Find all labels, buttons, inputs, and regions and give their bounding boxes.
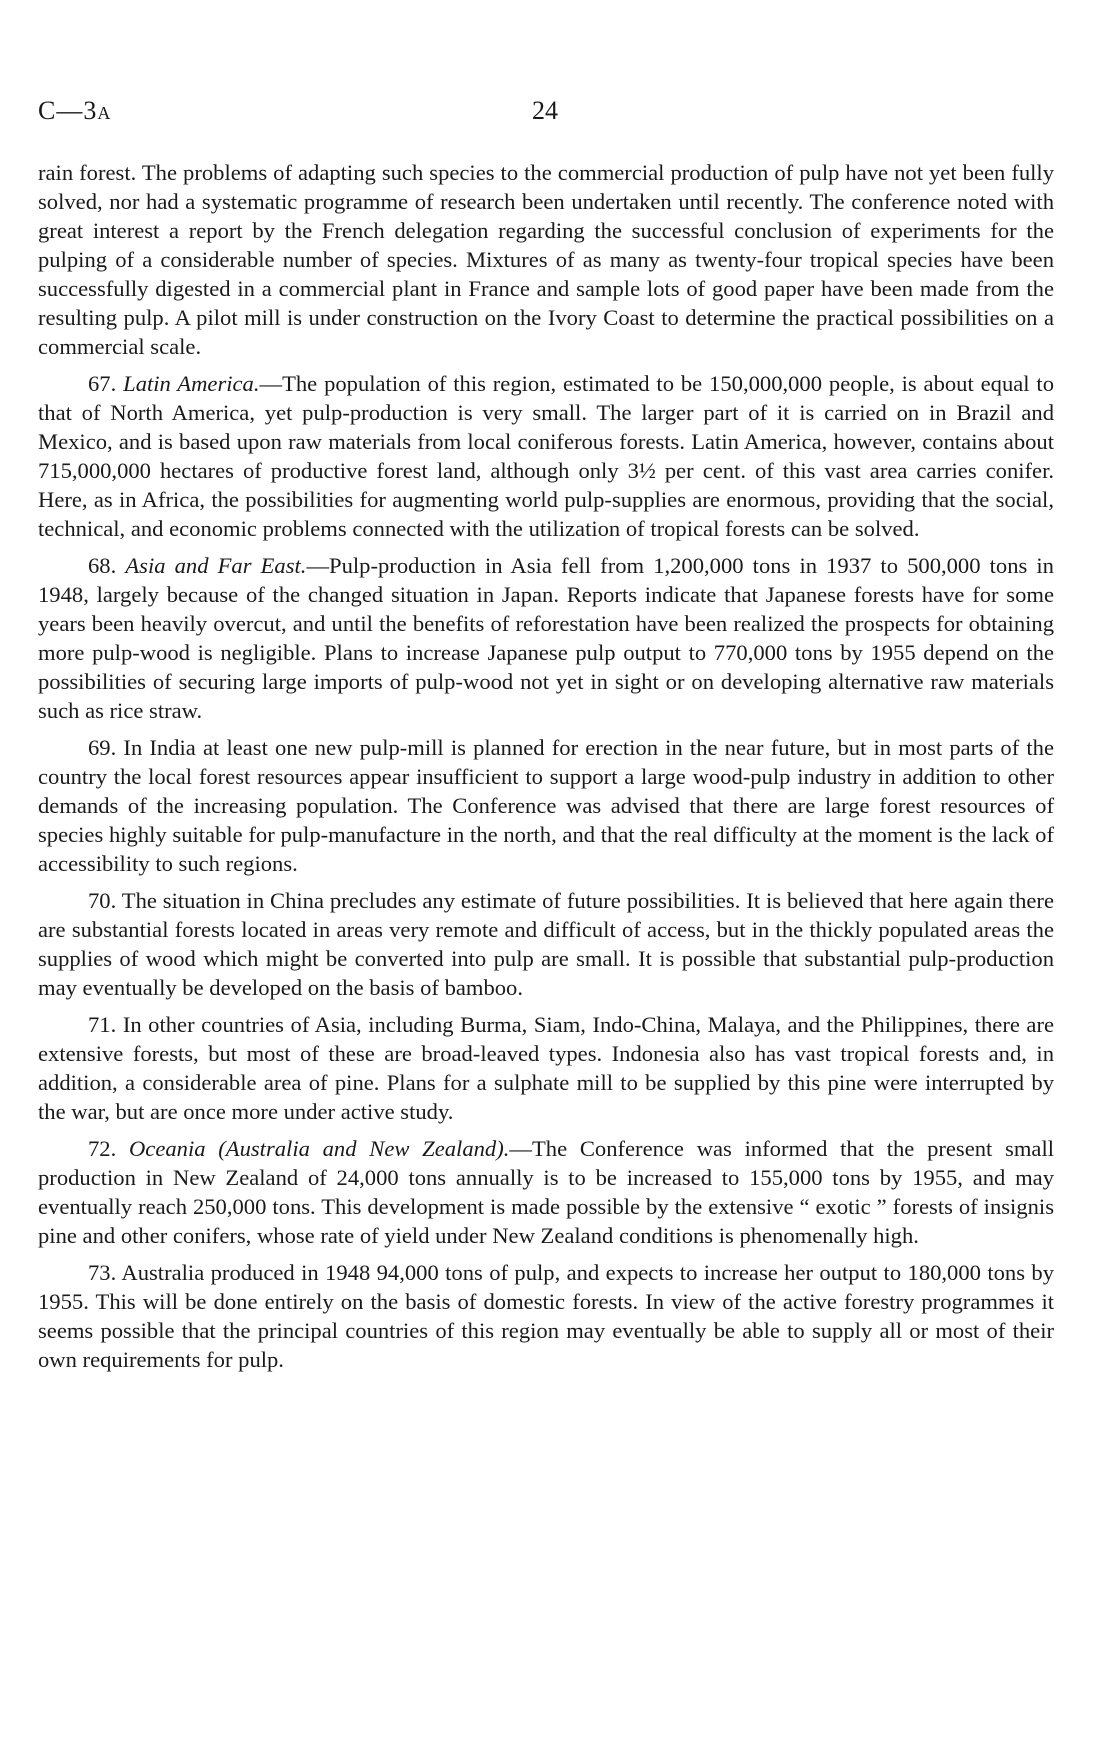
- page-header: [38, 96, 1054, 136]
- paragraph-number: 68.: [88, 553, 117, 578]
- document-reference: C—3A: [38, 96, 112, 125]
- paragraph-text: The situation in China precludes any estimate of future possibilities. It is believed that here again there are substantial forests located in areas very remote and difficult of access, but in the thickly populated areas the supplies of wood which might be converted into pulp are small. It is possible that substantial pulp-production may eventually be developed on the basis of bamboo.: [38, 888, 1054, 1000]
- paragraph-text: In other countries of Asia, including Burma, Siam, Indo-China, Malaya, and the Philippines, there are extensive forests, but most of these are broad-leaved types. Indonesia also has vast tropical forests and, in addition, a considerable area of pine. Plans for a sulphate mill to be supplied by this pine were interrupted by the war, but are once more under active study.: [38, 1012, 1054, 1124]
- paragraph-text: In India at least one new pulp-mill is planned for erection in the near future, but in most parts of the country the local forest resources appear insufficient to support a large wood-pulp industry in addition to other demands of the increasing population. The Conference was advised that there are large forest resources of species highly suitable for pulp-manufacture in the north, and that the real difficulty at the moment is the lack of accessibility to such regions.: [38, 735, 1054, 876]
- paragraph-72: [38, 1134, 1054, 1250]
- paragraph-71: [38, 1010, 1054, 1126]
- paragraph-text: —Pulp-production in Asia fell from 1,200,000 tons in 1937 to 500,000 tons in 1948, largely because of the changed situation in Japan. Reports indicate that Japanese forests have for some years been heavily overcut, and until the benefits of reforestation have been realized the prospects for obtaining more pulp-wood is negligible. Plans to increase Japanese pulp output to 770,000 tons by 1955 depend on the possibilities of securing large imports of pulp-wood not yet in sight or on developing alternative raw materials such as rice straw.: [38, 553, 1054, 723]
- paragraph-heading: Oceania (Australia and New Zealand).: [128, 1136, 510, 1161]
- document-reference-suffix: A: [97, 103, 112, 123]
- paragraph-continued: [38, 158, 1054, 361]
- paragraph-heading: Asia and Far East.: [125, 553, 307, 578]
- paragraph-text: Australia produced in 1948 94,000 tons of pulp, and expects to increase her output to 180,000 tons by 1955. This will be done entirely on the basis of domestic forests. In view of the active forestry programmes it seems possible that the principal countries of this region may eventually be able to supply all or most of their own requirements for pulp.: [38, 1260, 1054, 1372]
- body-text: [38, 158, 1054, 1374]
- paragraph-number: 71.: [88, 1012, 117, 1037]
- paragraph-number: 73.: [88, 1260, 117, 1285]
- paragraph-text: rain forest. The problems of adapting such species to the commercial production of pulp have not yet been fully solved, nor had a systematic programme of research been undertaken until recently. The conference noted with great interest a report by the French delegation regarding the successful conclusion of experiments for the pulping of a considerable number of species. Mixtures of as many as twenty-four tropical species have been successfully digested in a commercial plant in France and sample lots of good paper have been made from the resulting pulp. A pilot mill is under construction on the Ivory Coast to determine the practical possibilities on a commercial scale.: [38, 160, 1054, 359]
- paragraph-number: 67.: [88, 371, 117, 396]
- paragraph-number: 72.: [88, 1136, 117, 1161]
- paragraph-70: [38, 886, 1054, 1002]
- paragraph-67: [38, 369, 1054, 543]
- paragraph-text: —The Conference was informed that the present small production in New Zealand of 24,000 tons annually is to be increased to 155,000 tons by 1955, and may eventually reach 250,000 tons. This development is made possible by the extensive “ exotic ” forests of insignis pine and other conifers, whose rate of yield under New Zealand conditions is phenomenally high.: [38, 1136, 1054, 1248]
- paragraph-68: [38, 551, 1054, 725]
- paragraph-73: [38, 1258, 1054, 1374]
- page-number: 24: [532, 96, 558, 125]
- document-page: [38, 96, 1054, 1382]
- paragraph-text: —The population of this region, estimated to be 150,000,000 people, is about equal to that of North America, yet pulp-production is very small. The larger part of it is carried on in Brazil and Mexico, and is based upon raw materials from local coniferous forests. Latin America, however, contains about 715,000,000 hectares of productive forest land, although only 3½ per cent. of this vast area carries conifer. Here, as in Africa, the possibilities for augmenting world pulp-supplies are enormous, providing that the social, technical, and economic problems connected with the utilization of tropical forests can be solved.: [38, 371, 1054, 541]
- paragraph-heading: Latin America.: [123, 371, 260, 396]
- paragraph-number: 70.: [88, 888, 117, 913]
- paragraph-69: [38, 733, 1054, 878]
- paragraph-number: 69.: [88, 735, 117, 760]
